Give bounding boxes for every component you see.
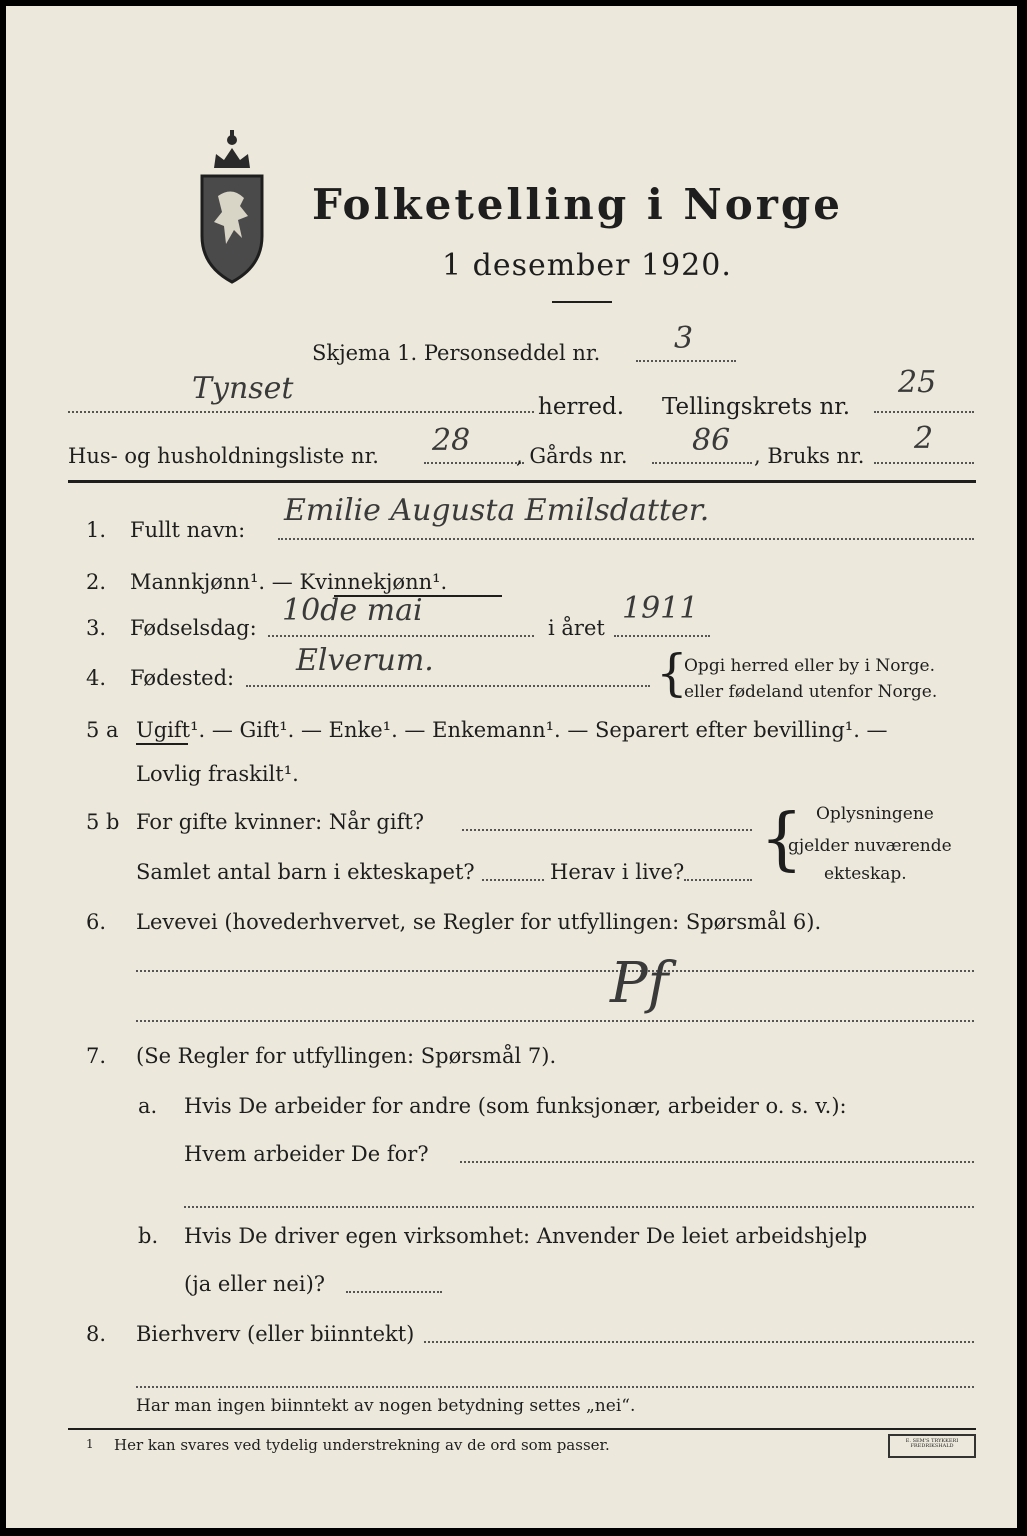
census-date: 1 desember 1920. xyxy=(442,248,732,283)
q7b-line-2: (ja eller nei)? xyxy=(184,1272,326,1296)
q5b-label-2b: Herav i live? xyxy=(550,860,685,884)
q3-year-line xyxy=(614,635,710,637)
q5b-line-2a xyxy=(482,879,544,881)
q7a-extra-line xyxy=(184,1206,974,1208)
q4-note-2: eller fødeland utenfor Norge. xyxy=(684,682,938,702)
bruks-nr: 2 xyxy=(914,421,934,456)
q8-line-1 xyxy=(424,1341,974,1343)
herred-label: herred. xyxy=(538,394,625,420)
hus-nr: 28 xyxy=(432,423,471,458)
q5a-status: Ugift¹. — Gift¹. — Enke¹. — Enkemann¹. — Separert efter bevilling¹. — xyxy=(136,718,888,742)
gards-line xyxy=(652,462,752,464)
q5b-note-3: ekteskap. xyxy=(824,864,907,884)
q6-occupation: Pf xyxy=(610,951,669,1016)
q5b-note-2: gjelder nuværende xyxy=(788,836,952,856)
q7a-letter: a. xyxy=(138,1094,158,1118)
q3-birthday: 10de mai xyxy=(282,593,423,628)
q7a-line-1: Hvis De arbeider for andre (som funksjonær, arbeider o. s. v.): xyxy=(184,1094,847,1118)
q7b-line-1: Hvis De driver egen virksomhet: Anvender De leiet arbeidshjelp xyxy=(184,1224,868,1248)
title-divider xyxy=(552,301,612,303)
header-rule xyxy=(68,480,976,483)
q1-full-name: Emilie Augusta Emilsdatter. xyxy=(284,493,710,528)
herred-value: Tynset xyxy=(192,371,294,406)
q6-label: Levevei (hovederhvervet, se Regler for utfyllingen: Spørsmål 6). xyxy=(136,910,822,934)
q8-number: 8. xyxy=(86,1322,107,1346)
gards-nr: 86 xyxy=(692,423,731,458)
biinntekt-note: Har man ingen biinntekt av nogen betydning settes „nei“. xyxy=(136,1396,636,1416)
q7b-letter: b. xyxy=(138,1224,159,1248)
q7a-answer-line xyxy=(460,1161,974,1163)
q7a-line-2: Hvem arbeider De for? xyxy=(184,1142,429,1166)
q2-number: 2. xyxy=(86,570,107,594)
q5a-number: 5 a xyxy=(86,718,119,742)
census-form xyxy=(6,6,1017,1528)
q5b-line-1 xyxy=(462,829,752,831)
personseddel-line xyxy=(636,360,736,362)
q4-birthplace: Elverum. xyxy=(296,643,434,678)
q5b-label-2a: Samlet antal barn i ekteskapet? xyxy=(136,860,475,884)
q5b-brace: { xyxy=(760,800,804,879)
hus-line xyxy=(424,462,524,464)
tellingskrets-nr: 25 xyxy=(898,365,937,400)
herred-line xyxy=(68,411,534,413)
q5b-label-1: For gifte kvinner: Når gift? xyxy=(136,810,425,834)
q5b-note-1: Oplysningene xyxy=(816,804,934,824)
q4-line xyxy=(246,685,650,687)
coat-of-arms-icon xyxy=(192,126,272,286)
q4-note-1: Opgi herred eller by i Norge. xyxy=(684,656,935,676)
q3-line xyxy=(268,635,534,637)
q6-line-1 xyxy=(136,970,974,972)
q5a-underline xyxy=(136,743,188,745)
q8-label: Bierhverv (eller biinntekt) xyxy=(136,1322,415,1346)
q7-label: (Se Regler for utfyllingen: Spørsmål 7). xyxy=(136,1044,557,1068)
q2-gender: Mannkjønn¹. — Kvinnekjønn¹. xyxy=(130,570,448,594)
q1-number: 1. xyxy=(86,518,107,542)
q5a-status-2: Lovlig fraskilt¹. xyxy=(136,762,299,786)
skjema-label: Skjema 1. Personseddel nr. xyxy=(312,341,601,365)
q3-year: 1911 xyxy=(622,591,699,626)
hus-label: Hus- og husholdningsliste nr. xyxy=(68,444,379,468)
q5b-line-2b xyxy=(684,879,752,881)
bruks-line xyxy=(874,462,974,464)
printer-stamp xyxy=(888,1434,976,1458)
q1-label: Fullt navn: xyxy=(130,518,246,542)
q3-year-label: i året xyxy=(548,616,605,640)
q6-number: 6. xyxy=(86,910,107,934)
tellingskrets-line xyxy=(874,411,974,413)
q3-label: Fødselsdag: xyxy=(130,616,257,640)
footer-rule xyxy=(68,1428,976,1430)
printer-stamp-text: E. SEM'S TRYKKERI FREDRIKSHALD xyxy=(905,1438,959,1449)
q7b-answer-line xyxy=(346,1291,442,1293)
form-title: Folketelling i Norge xyxy=(312,180,844,229)
q4-brace: { xyxy=(656,644,688,702)
q1-line xyxy=(278,538,974,540)
q8-line-2 xyxy=(136,1386,974,1388)
footnote-mark: 1 xyxy=(86,1437,94,1451)
q6-line-2 xyxy=(136,1020,974,1022)
footnote: Her kan svares ved tydelig understrekning av de ord som passer. xyxy=(114,1436,610,1454)
gards-label: , Gårds nr. xyxy=(516,444,628,468)
q3-number: 3. xyxy=(86,616,107,640)
tellingskrets-label: Tellingskrets nr. xyxy=(662,394,851,420)
personseddel-nr: 3 xyxy=(674,321,694,356)
q4-label: Fødested: xyxy=(130,666,235,690)
q7-number: 7. xyxy=(86,1044,107,1068)
q5b-number: 5 b xyxy=(86,810,120,834)
q4-number: 4. xyxy=(86,666,107,690)
bruks-label: , Bruks nr. xyxy=(754,444,865,468)
